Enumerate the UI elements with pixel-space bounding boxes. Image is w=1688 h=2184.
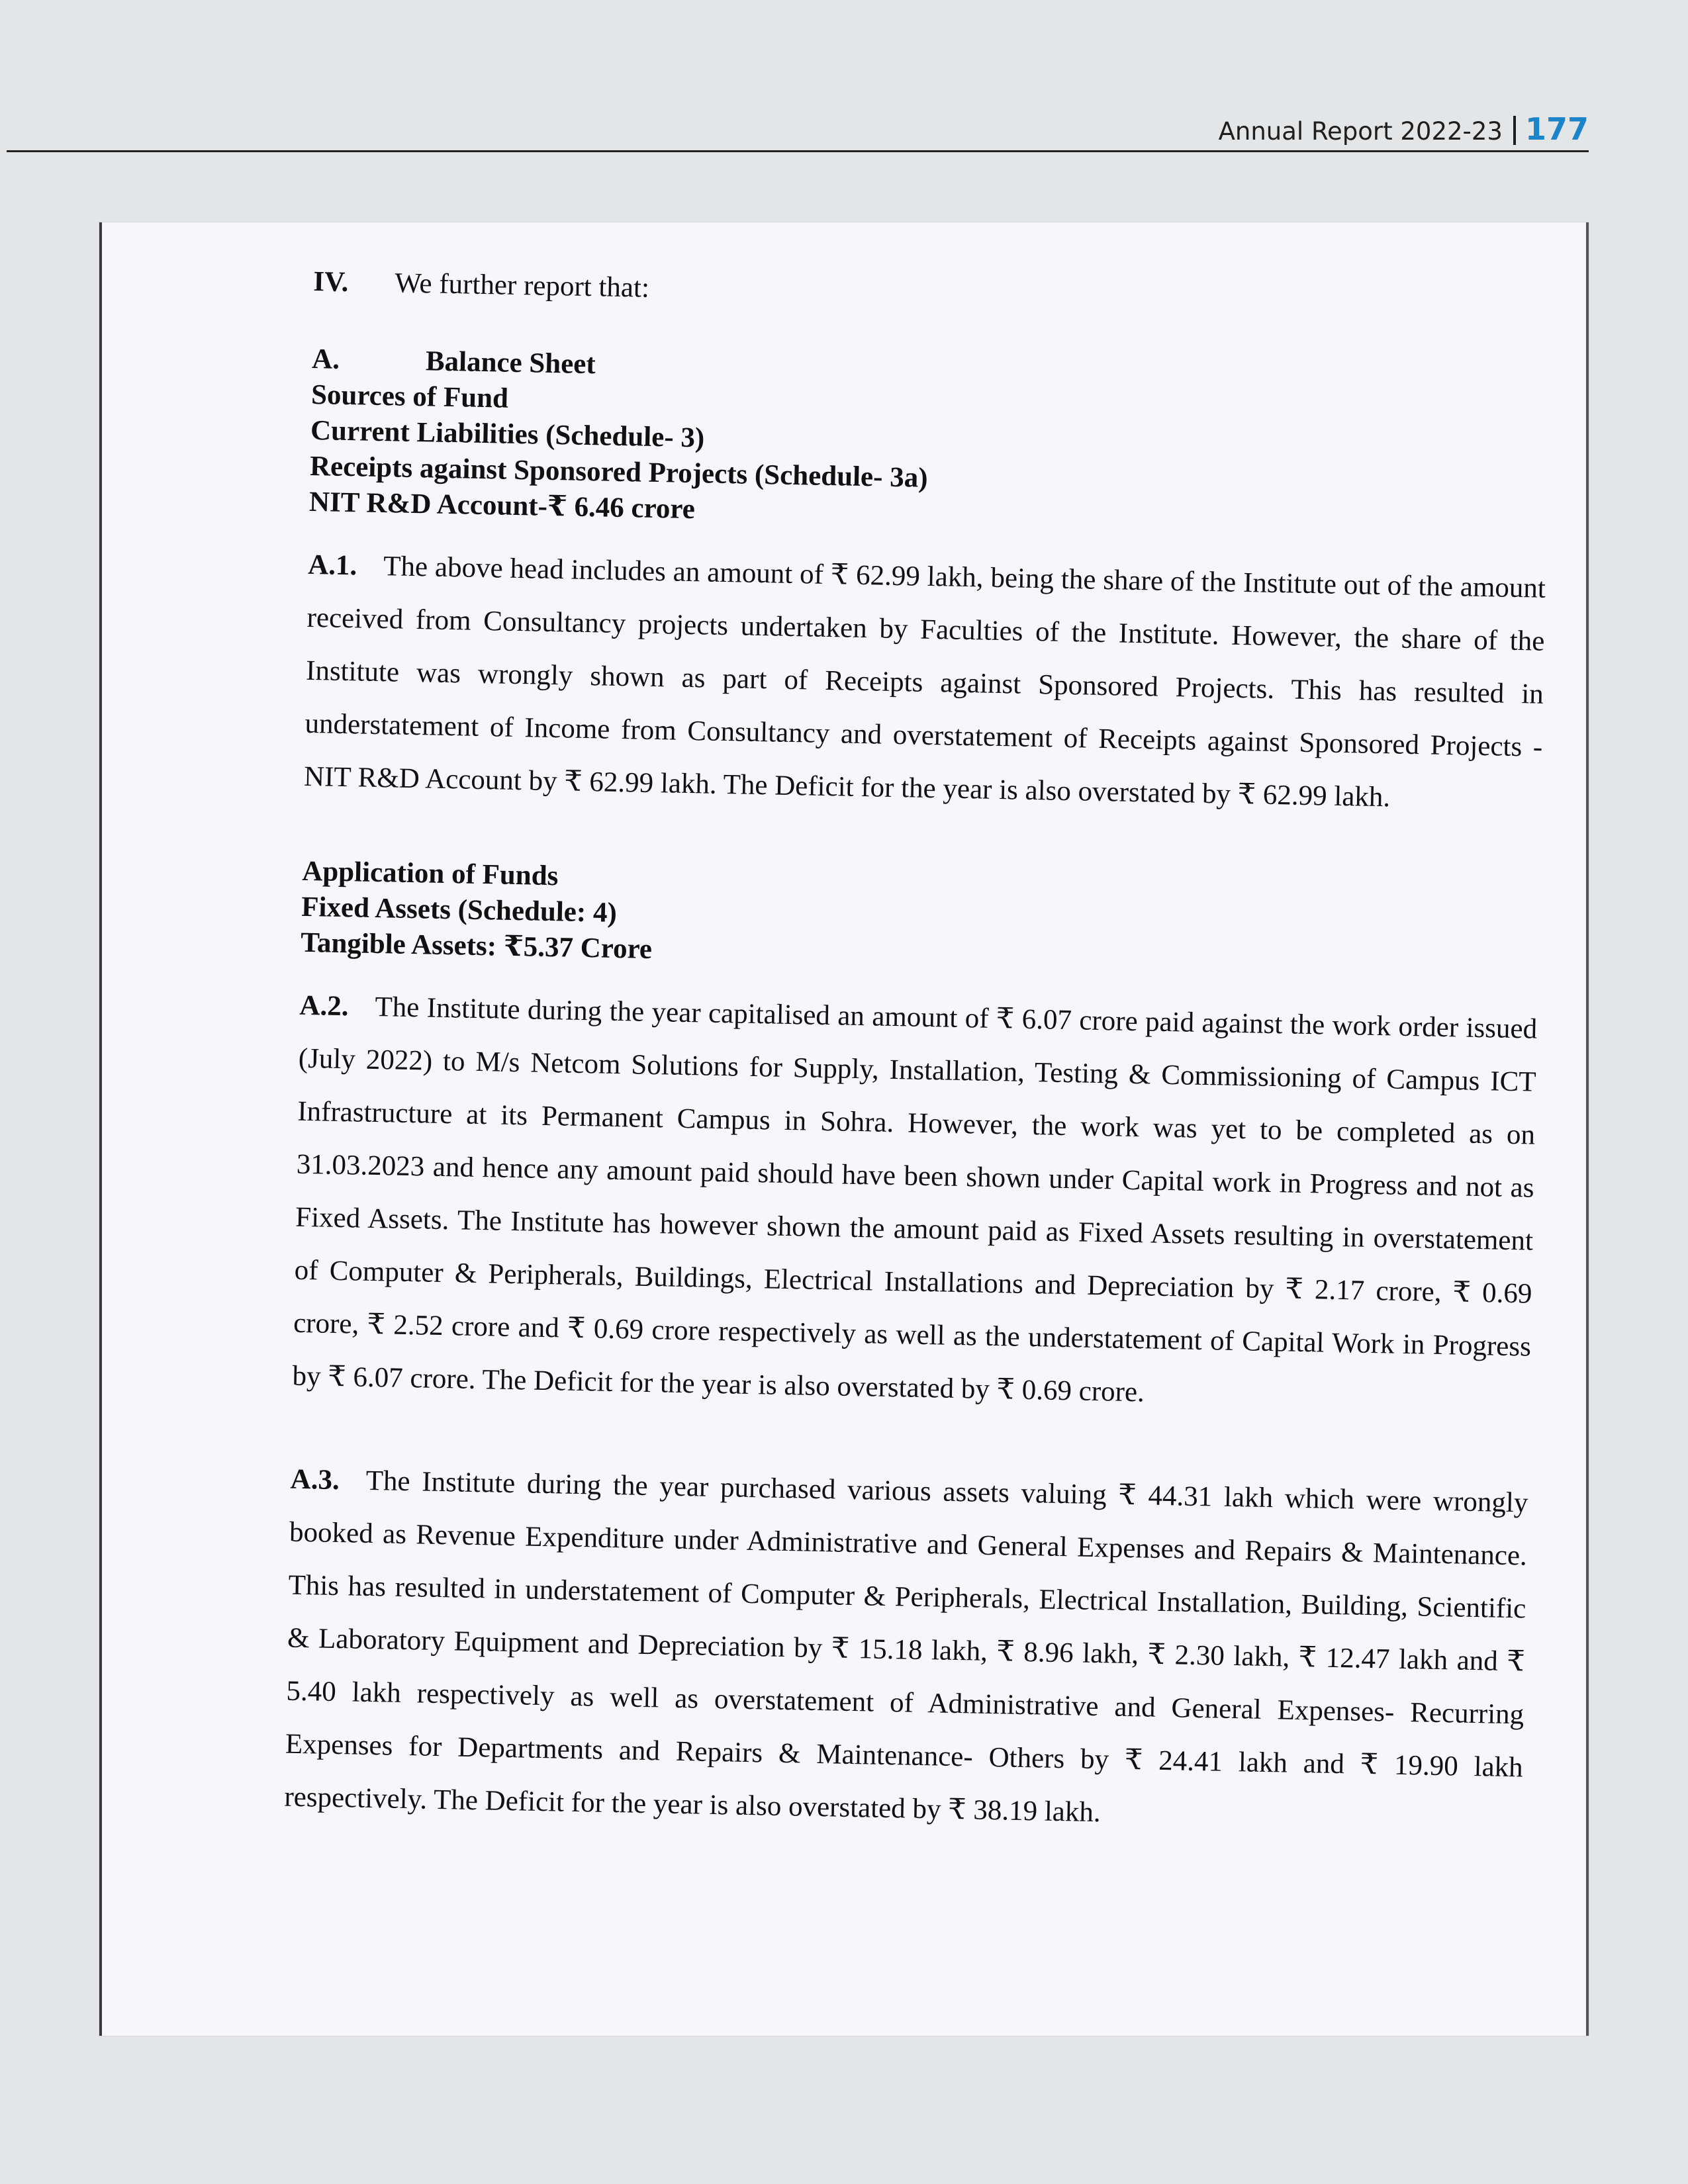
section-a-headings [309, 341, 1550, 544]
paragraph-a1-text: The above head includes an amount of ₹ 62.99 lakh, being the share of the Institute out of the amount received from Consultancy projects undertaken by Faculties of the Institute. However, the share of the Institute was wrongly shown as part of Receipts against Sponsored Projects. This has resulted in understatement of Income from Consultancy and overstatement of Receipts against Sponsored Projects - NIT R&D Account by ₹ 62.99 lakh. The Deficit for the year is also overstated by ₹ 62.99 lakh. [303, 551, 1546, 813]
section-a-line: NIT R&D Account-₹ 6.46 crore [308, 486, 696, 525]
section-a-line: Receipts against Sponsored Projects (Schedule- 3a) [309, 450, 928, 494]
document-content [283, 262, 1552, 1871]
section-a-label: A. [311, 343, 340, 375]
section-a-title: Balance Sheet [425, 345, 596, 381]
report-title: Annual Report 2022-23 [1218, 117, 1503, 146]
intro-line [313, 262, 1552, 326]
intro-text: We further report that: [394, 267, 650, 304]
scanned-document [99, 222, 1589, 2036]
section-a-line: Sources of Fund [310, 379, 509, 414]
header-rule [7, 150, 1589, 152]
header-text [1219, 111, 1589, 147]
header-separator [1513, 116, 1516, 145]
application-line: Application of Funds [301, 855, 559, 892]
intro-number: IV. [312, 265, 349, 298]
application-headings [301, 854, 1540, 985]
paragraph-a3-text: The Institute during the year purchased various assets valuing ₹ 44.31 lakh which were wrongly booked as Revenue Expenditure under Administrative and General Expenses and Repairs & Maintenance. This has resulted in understatement of Computer & Peripherals, Electrical Installation, Building, Scientific & Laboratory Equipment and Depreciation by ₹ 15.18 lakh, ₹ 8.96 lakh, ₹ 2.30 lakh, ₹ 12.47 lakh and ₹ 5.40 lakh respectively as well as overstatement of Administrative and General Expenses- Recurring Expenses for Departments and Repairs & Maintenance- Others by ₹ 24.41 lakh and ₹ 19.90 lakh respectively. The Deficit for the year is also overstated by ₹ 38.19 lakh. [284, 1465, 1528, 1829]
section-a-line: Current Liabilities (Schedule- 3) [310, 414, 705, 454]
application-line: Fixed Assets (Schedule: 4) [301, 891, 618, 929]
page-number: 177 [1524, 111, 1589, 147]
paragraph-a2-number: A.2. [299, 989, 349, 1023]
paragraph-a3-number: A.3. [290, 1463, 340, 1496]
application-line: Tangible Assets: ₹5.37 Crore [300, 927, 653, 965]
page-header [0, 0, 1688, 152]
paragraph-a1 [303, 539, 1546, 827]
paragraph-a2-text: The Institute during the year capitalised an amount of ₹ 6.07 crore paid against the work order issued (July 2022) to M/s Netcom Solutions for Supply, Installation, Testing & Commissioning of Campus ICT Infrastructure at its Permanent Campus in Sohra. However, the work was yet to be completed as on 31.03.2023 and hence any amount paid should have been shown under Capital work in Progress and not as Fixed Assets. The Institute has however shown the amount paid as Fixed Assets resulting in overstatement of Computer & Peripherals, Buildings, Electrical Installations and Depreciation by ₹ 2.17 crore, ₹ 0.69 crore, ₹ 2.52 crore and ₹ 0.69 crore respectively as well as the understatement of Capital Work in Progress by ₹ 6.07 crore. The Deficit for the year is also overstated by ₹ 0.69 crore. [292, 991, 1538, 1408]
paragraph-a3 [284, 1453, 1528, 1848]
paragraph-a1-number: A.1. [307, 549, 357, 582]
paragraph-a2 [292, 979, 1538, 1427]
